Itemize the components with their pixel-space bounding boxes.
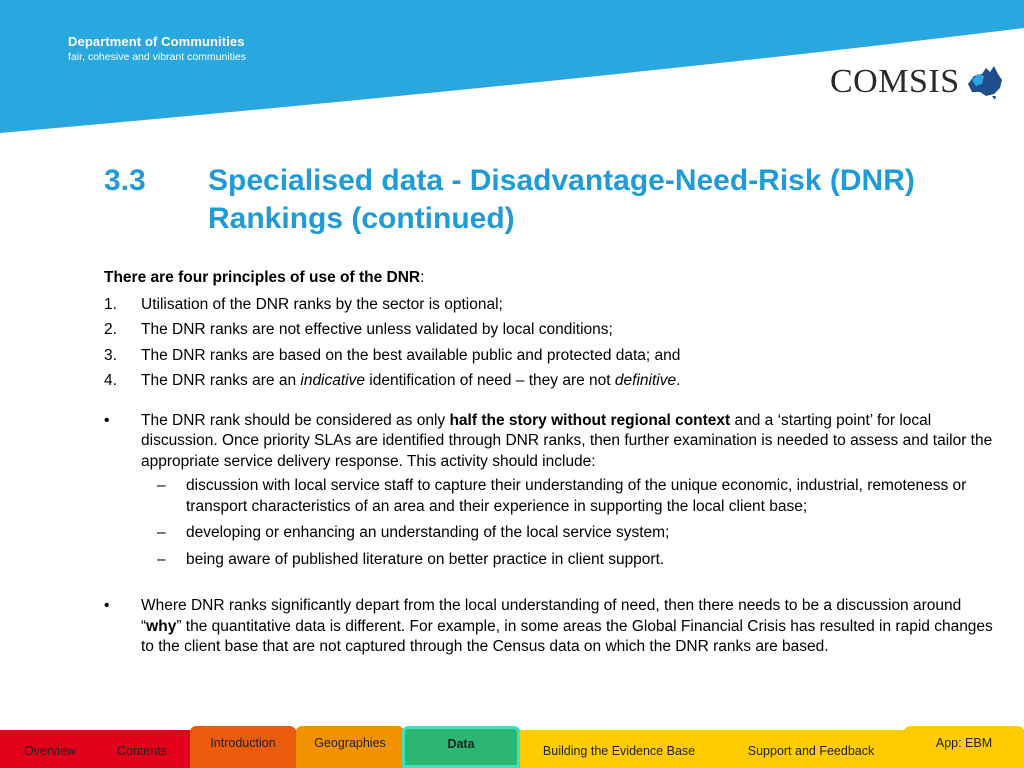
bullet-text: The DNR rank should be considered as only (141, 411, 450, 429)
australia-map-icon (962, 62, 1006, 102)
tab-label: App: EBM (935, 736, 993, 750)
list-item (104, 295, 994, 316)
tab-label: Overview (23, 744, 77, 758)
sub-item-text: discussion with local service staff to capture their understanding of the unique economic, industrial, remoteness or transport characteristics of an area and their experience in supporting the local client base; (186, 477, 967, 515)
dash-mark: – (157, 524, 166, 541)
item-emphasis: indicative (300, 372, 365, 389)
tab-label: Building the Evidence Base (542, 744, 696, 758)
item-text: The DNR ranks are based on the best available public and protected data; and (141, 346, 681, 364)
tab-geographies[interactable] (296, 726, 404, 768)
bullet-mark: • (104, 411, 110, 429)
bullet-text: ” the quantitative data is different. For example, in some areas the Global Financial Crisis has resulted in rapid changes to the client base that are not captured through the Census data on which the DNR ranks are based. (141, 617, 993, 655)
item-number: 3. (104, 346, 117, 364)
sub-item (104, 550, 994, 571)
bullet-bold: half the story without regional context (449, 411, 731, 429)
title-text: Specialised data - Disadvantage-Need-Risk (DNR) Rankings (continued) (208, 164, 915, 235)
tab-building-evidence-base[interactable] (520, 730, 718, 768)
tab-introduction[interactable] (190, 726, 296, 768)
tab-label: Geographies (314, 736, 386, 750)
tab-data[interactable] (402, 726, 520, 768)
principles-list (104, 295, 994, 392)
sub-item-text: being aware of published literature on better practice in client support. (186, 550, 665, 568)
dash-mark: – (157, 477, 166, 494)
bullet-mark: • (104, 597, 110, 614)
tab-overview[interactable] (0, 730, 100, 768)
department-tagline: fair, cohesive and vibrant communities (68, 51, 247, 63)
sub-item-text: developing or enhancing an understanding of the local service system; (186, 524, 670, 541)
tab-label: Data (447, 737, 475, 751)
logo-wordmark: COMSIS (830, 63, 960, 100)
tab-label: Introduction (210, 736, 276, 750)
sub-item (104, 523, 994, 544)
list-item (104, 371, 994, 392)
intro-bold: There are four principles of use of the DNR (104, 269, 421, 286)
bullet-why-discussion (104, 596, 994, 658)
sub-item (104, 476, 994, 517)
bullet-regional-context (104, 411, 994, 473)
list-item (104, 320, 994, 341)
principles-intro (104, 268, 994, 289)
item-emphasis: definitive (614, 372, 677, 389)
bullet-text: Where DNR ranks significantly depart from the local understanding of need, then there needs to be a discussion around “ (141, 597, 962, 635)
item-number: 2. (104, 321, 117, 338)
department-title: Department of Communities (68, 34, 245, 49)
item-text: . (676, 372, 681, 389)
item-text: The DNR ranks are not effective unless validated by local conditions; (141, 321, 613, 338)
bullet-bold: why (146, 617, 177, 635)
tab-app-ebm[interactable] (904, 726, 1024, 768)
section-number: 3.3 (104, 164, 146, 197)
tab-support-feedback[interactable] (718, 730, 904, 768)
intro-tail: : (420, 269, 425, 286)
department-branding (68, 34, 246, 63)
item-number: 1. (104, 295, 117, 313)
item-text: identification of need – they are not (365, 372, 615, 389)
tab-label: Contents (116, 744, 168, 758)
bullet-text: and a ‘starting point’ for local discussion. Once priority SLAs are identified through DNR ranks, then further examination is needed to assess and tailor the appropriate service delivery response. This activity should include: (141, 411, 993, 470)
list-item (104, 346, 994, 367)
item-text: The DNR ranks are an (141, 372, 301, 389)
slide-body (104, 268, 994, 658)
item-number: 4. (104, 372, 117, 389)
item-text: Utilisation of the DNR ranks by the sector is optional; (141, 295, 503, 313)
tab-contents[interactable] (92, 730, 192, 768)
bottom-nav (0, 730, 1024, 768)
tab-label: Support and Feedback (747, 744, 875, 758)
dash-mark: – (157, 550, 166, 568)
comsis-logo (830, 62, 1006, 102)
